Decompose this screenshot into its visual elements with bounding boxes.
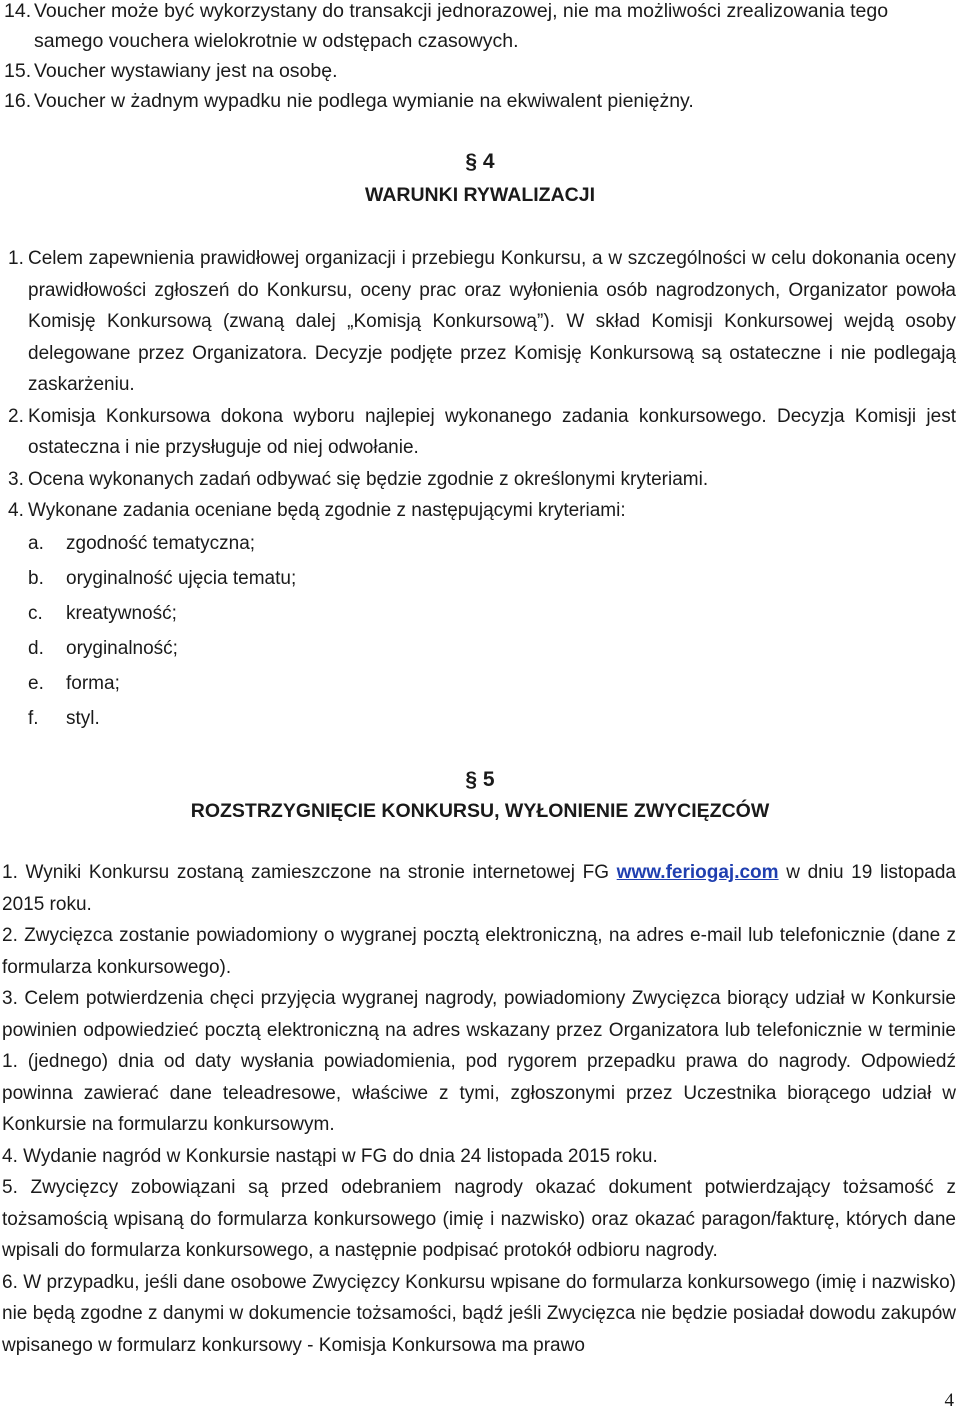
criteria-letter: e. <box>28 673 44 695</box>
criteria-text: zgodność tematyczna; <box>66 533 256 555</box>
paragraph: 6. W przypadku, jeśli dane osobowe Zwycięzcy Konkursu wpisane do formularza konkursowego (imię i nazwisko) nie będą zgodne z danymi w dokumencie tożsamości, bądź jeśli Zwycięzca nie będzie posiadał dowodu zakupów wpisanego w formularz konkursowy - Komisja Konkursowa ma prawo <box>2 1271 956 1356</box>
item-text: Ocena wykonanych zadań odbywać się będzie zgodnie z określonymi kryteriami. <box>28 468 709 490</box>
list-item <box>4 86 956 116</box>
item-number: 2. <box>8 405 24 427</box>
criteria-item <box>28 632 956 667</box>
criteria-item <box>28 527 956 562</box>
criteria-text: oryginalność; <box>66 638 178 660</box>
section-4-title: WARUNKI RYWALIZACJI <box>364 184 596 206</box>
section-5-body <box>2 857 956 1361</box>
criteria-letter: f. <box>28 708 39 730</box>
criteria-list <box>28 527 956 737</box>
criteria-item <box>28 667 956 702</box>
section-4-symbol: § 4 <box>465 150 495 173</box>
criteria-letter: b. <box>28 568 44 590</box>
list-item <box>4 56 956 86</box>
paragraph: 5. Zwycięzcy zobowiązani są przed odebraniem nagrody okazać dokument potwierdzający tożsamość z tożsamością wpisaną do formularza konkursowego (imię i nazwisko) oraz okazać paragon/fakturę, których dane wpisali do formularza konkursowego, a następnie podpisać protokół odbioru nagrody. <box>2 1177 956 1261</box>
criteria-item <box>28 597 956 632</box>
criteria-text: kreatywność; <box>66 603 177 625</box>
section-5-symbol: § 5 <box>465 768 495 791</box>
item-text: Voucher wystawiany jest na osobę. <box>34 60 338 82</box>
list-item <box>4 0 956 56</box>
criteria-text: oryginalność ujęcia tematu; <box>66 568 297 590</box>
paragraph: 3. Celem potwierdzenia chęci przyjęcia wygranej nagrody, powiadomiony Zwycięzca biorący udział w Konkursie powinien odpowiedzieć pocztą elektroniczną na adres wskazany przez Organizatora lub telefonicznie w terminie 1. (jednego) dnia od daty wysłania powiadomienia, pod rygorem przepadku prawa do nagrody. Odpowiedź powinna zawierać dane teleadresowe, właściwe z tymi, zgłoszonymi przez Uczestnika biorącego udział w Konkursie na formularzu konkursowym. <box>2 988 956 1135</box>
paragraph: 4. Wydanie nagród w Konkursie nastąpi w FG do dnia 24 listopada 2015 roku. <box>2 1145 658 1167</box>
list-item <box>8 243 956 401</box>
item-number: 4. <box>8 500 24 521</box>
list-item <box>8 464 956 496</box>
list-item <box>8 401 956 464</box>
item-text: Voucher może być wykorzystany do transakcji jednorazowej, nie ma możliwości zrealizowania tego samego vouchera wielokrotnie w odstępach czasowych. <box>34 0 889 52</box>
item-number: 15. <box>4 60 32 82</box>
criteria-item <box>28 562 956 597</box>
page-number: 4 <box>944 1390 954 1411</box>
item-text: Komisja Konkursowa dokona wyboru najlepiej wykonanego zadania konkursowego. Decyzja Komisji jest ostateczna i nie przysługuje od niej odwołanie. <box>28 405 956 458</box>
list-item <box>8 495 956 527</box>
paragraph-text: 1. Wyniki Konkursu zostaną zamieszczone na stronie internetowej FG <box>2 862 617 883</box>
criteria-text: styl. <box>66 708 100 730</box>
item-number: 14. <box>4 0 32 22</box>
voucher-rules-list <box>4 0 956 116</box>
paragraph-text: w dniu 19 listopada 2015 roku. <box>2 862 956 915</box>
item-text: Wykonane zadania oceniane będą zgodnie z następującymi kryteriami: <box>28 500 626 521</box>
item-text: Celem zapewnienia prawidłowej organizacji i przebiegu Konkursu, a w szczególności w celu dokonania oceny prawidłowości zgłoszeń do Konkursu, oceny prac oraz wyłonienia osób nagrodzonych, Organizator powoła Komisję Konkursową (zwaną dalej „Komisją Konkursową”). W skład Komisji Konkursowej wejdą osoby delegowane przez Organizatora. Decyzje podjęte przez Komisję Konkursową są ostateczne i nie podlegają zaskarżeniu. <box>28 248 956 395</box>
item-number: 1. <box>8 248 24 269</box>
section-5-title: ROZSTRZYGNIĘCIE KONKURSU, WYŁONIENIE ZWYCIĘZCÓW <box>190 800 770 822</box>
criteria-letter: d. <box>28 638 44 660</box>
criteria-item <box>28 702 956 737</box>
item-number: 16. <box>4 90 32 112</box>
website-link[interactable]: www.feriogaj.com <box>616 862 779 883</box>
criteria-text: forma; <box>66 673 120 695</box>
item-text: Voucher w żadnym wypadku nie podlega wymianie na ekwiwalent pieniężny. <box>34 90 694 112</box>
criteria-letter: c. <box>28 603 43 625</box>
paragraph <box>2 857 956 920</box>
section-4-body <box>8 243 956 737</box>
item-number: 3. <box>8 468 24 490</box>
paragraph: 2. Zwycięzca zostanie powiadomiony o wygranej pocztą elektroniczną, na adres e-mail lub telefonicznie (dane z formularza konkursowego). <box>2 925 956 978</box>
criteria-letter: a. <box>28 533 44 555</box>
